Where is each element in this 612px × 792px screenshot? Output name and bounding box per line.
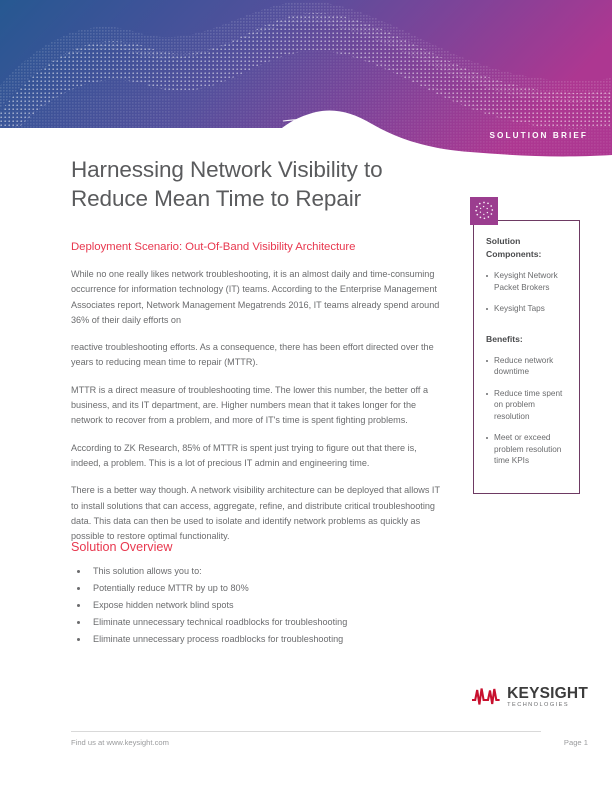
list-item: Eliminate unnecessary process roadblocks for troubleshooting bbox=[71, 631, 443, 648]
list-item: Meet or exceed problem resolution time KPIs bbox=[486, 432, 569, 467]
solution-overview-list bbox=[71, 563, 443, 648]
logo-tagline: TECHNOLOGIES bbox=[507, 702, 570, 708]
dotted-ring-glyph bbox=[470, 197, 498, 225]
page-title: Harnessing Network Visibility to Reduce Mean Time to Repair bbox=[71, 157, 383, 211]
solution-brief-eyebrow: SOLUTION BRIEF bbox=[489, 131, 588, 140]
footer-url: Find us at www.keysight.com bbox=[71, 738, 169, 747]
dotted-ring-icon bbox=[470, 197, 498, 225]
list-item: Keysight Taps bbox=[486, 303, 569, 315]
paragraph: There is a better way though. A network visibility architecture can be deployed that allows IT to install solutions that can access, aggregate, refine, and distribute critical troubleshooting data. This data can then be used to isolate and identify network problems as quickly as possible to restore optimal functionality. bbox=[71, 485, 440, 542]
solution-overview-heading: Solution Overview bbox=[71, 540, 173, 554]
page-subtitle: Deployment Scenario: Out-Of-Band Visibility Architecture bbox=[71, 241, 356, 253]
list-item: Expose hidden network blind spots bbox=[71, 597, 443, 614]
solution-components-heading: Solution Components: bbox=[486, 236, 542, 259]
page-number: Page 1 bbox=[563, 738, 588, 747]
list-item: Reduce time spent on problem resolution bbox=[486, 388, 569, 423]
footer-divider bbox=[71, 731, 541, 732]
list-item: This solution allows you to: bbox=[71, 563, 443, 580]
paragraph: According to ZK Research, 85% of MTTR is spent just trying to figure out that there is, indeed, a problem. This is a lot of precious IT admin and engineering time. bbox=[71, 442, 417, 468]
paragraph: reactive troubleshooting efforts. As a consequence, there has been effort directed over the years to reducing mean time to repair (MTTR). bbox=[71, 342, 434, 368]
benefits-list bbox=[486, 355, 569, 467]
keysight-logo bbox=[471, 686, 588, 709]
benefits-heading: Benefits: bbox=[486, 333, 523, 344]
list-item: Eliminate unnecessary technical roadblocks for troubleshooting bbox=[71, 614, 443, 631]
list-item: Keysight Network Packet Brokers bbox=[486, 270, 569, 293]
paragraph: MTTR is a direct measure of troubleshooting time. The lower this number, the better off a business, and its IT department, are. Higher numbers mean that it takes longer for the network to recover from a problem, and more of IT's time is spent fighting problems. bbox=[71, 384, 429, 426]
list-item: Reduce network downtime bbox=[486, 355, 569, 378]
header-banner bbox=[0, 0, 612, 160]
solution-components-list bbox=[486, 270, 569, 315]
logo-name: KEYSIGHT bbox=[507, 685, 588, 702]
list-item: Potentially reduce MTTR by up to 80% bbox=[71, 580, 443, 597]
sidebar-box bbox=[473, 220, 580, 494]
body-content bbox=[71, 267, 443, 556]
keysight-waveform-icon bbox=[471, 686, 501, 708]
paragraph: While no one really likes network troubleshooting, it is an almost daily and time-consuming occurrence for information technology (IT) teams. According to the Enterprise Management Associates report, Network Management Megatrends 2016, IT teams already spend around 36% of their daily efforts on bbox=[71, 269, 440, 325]
keysight-wordmark bbox=[507, 686, 588, 709]
